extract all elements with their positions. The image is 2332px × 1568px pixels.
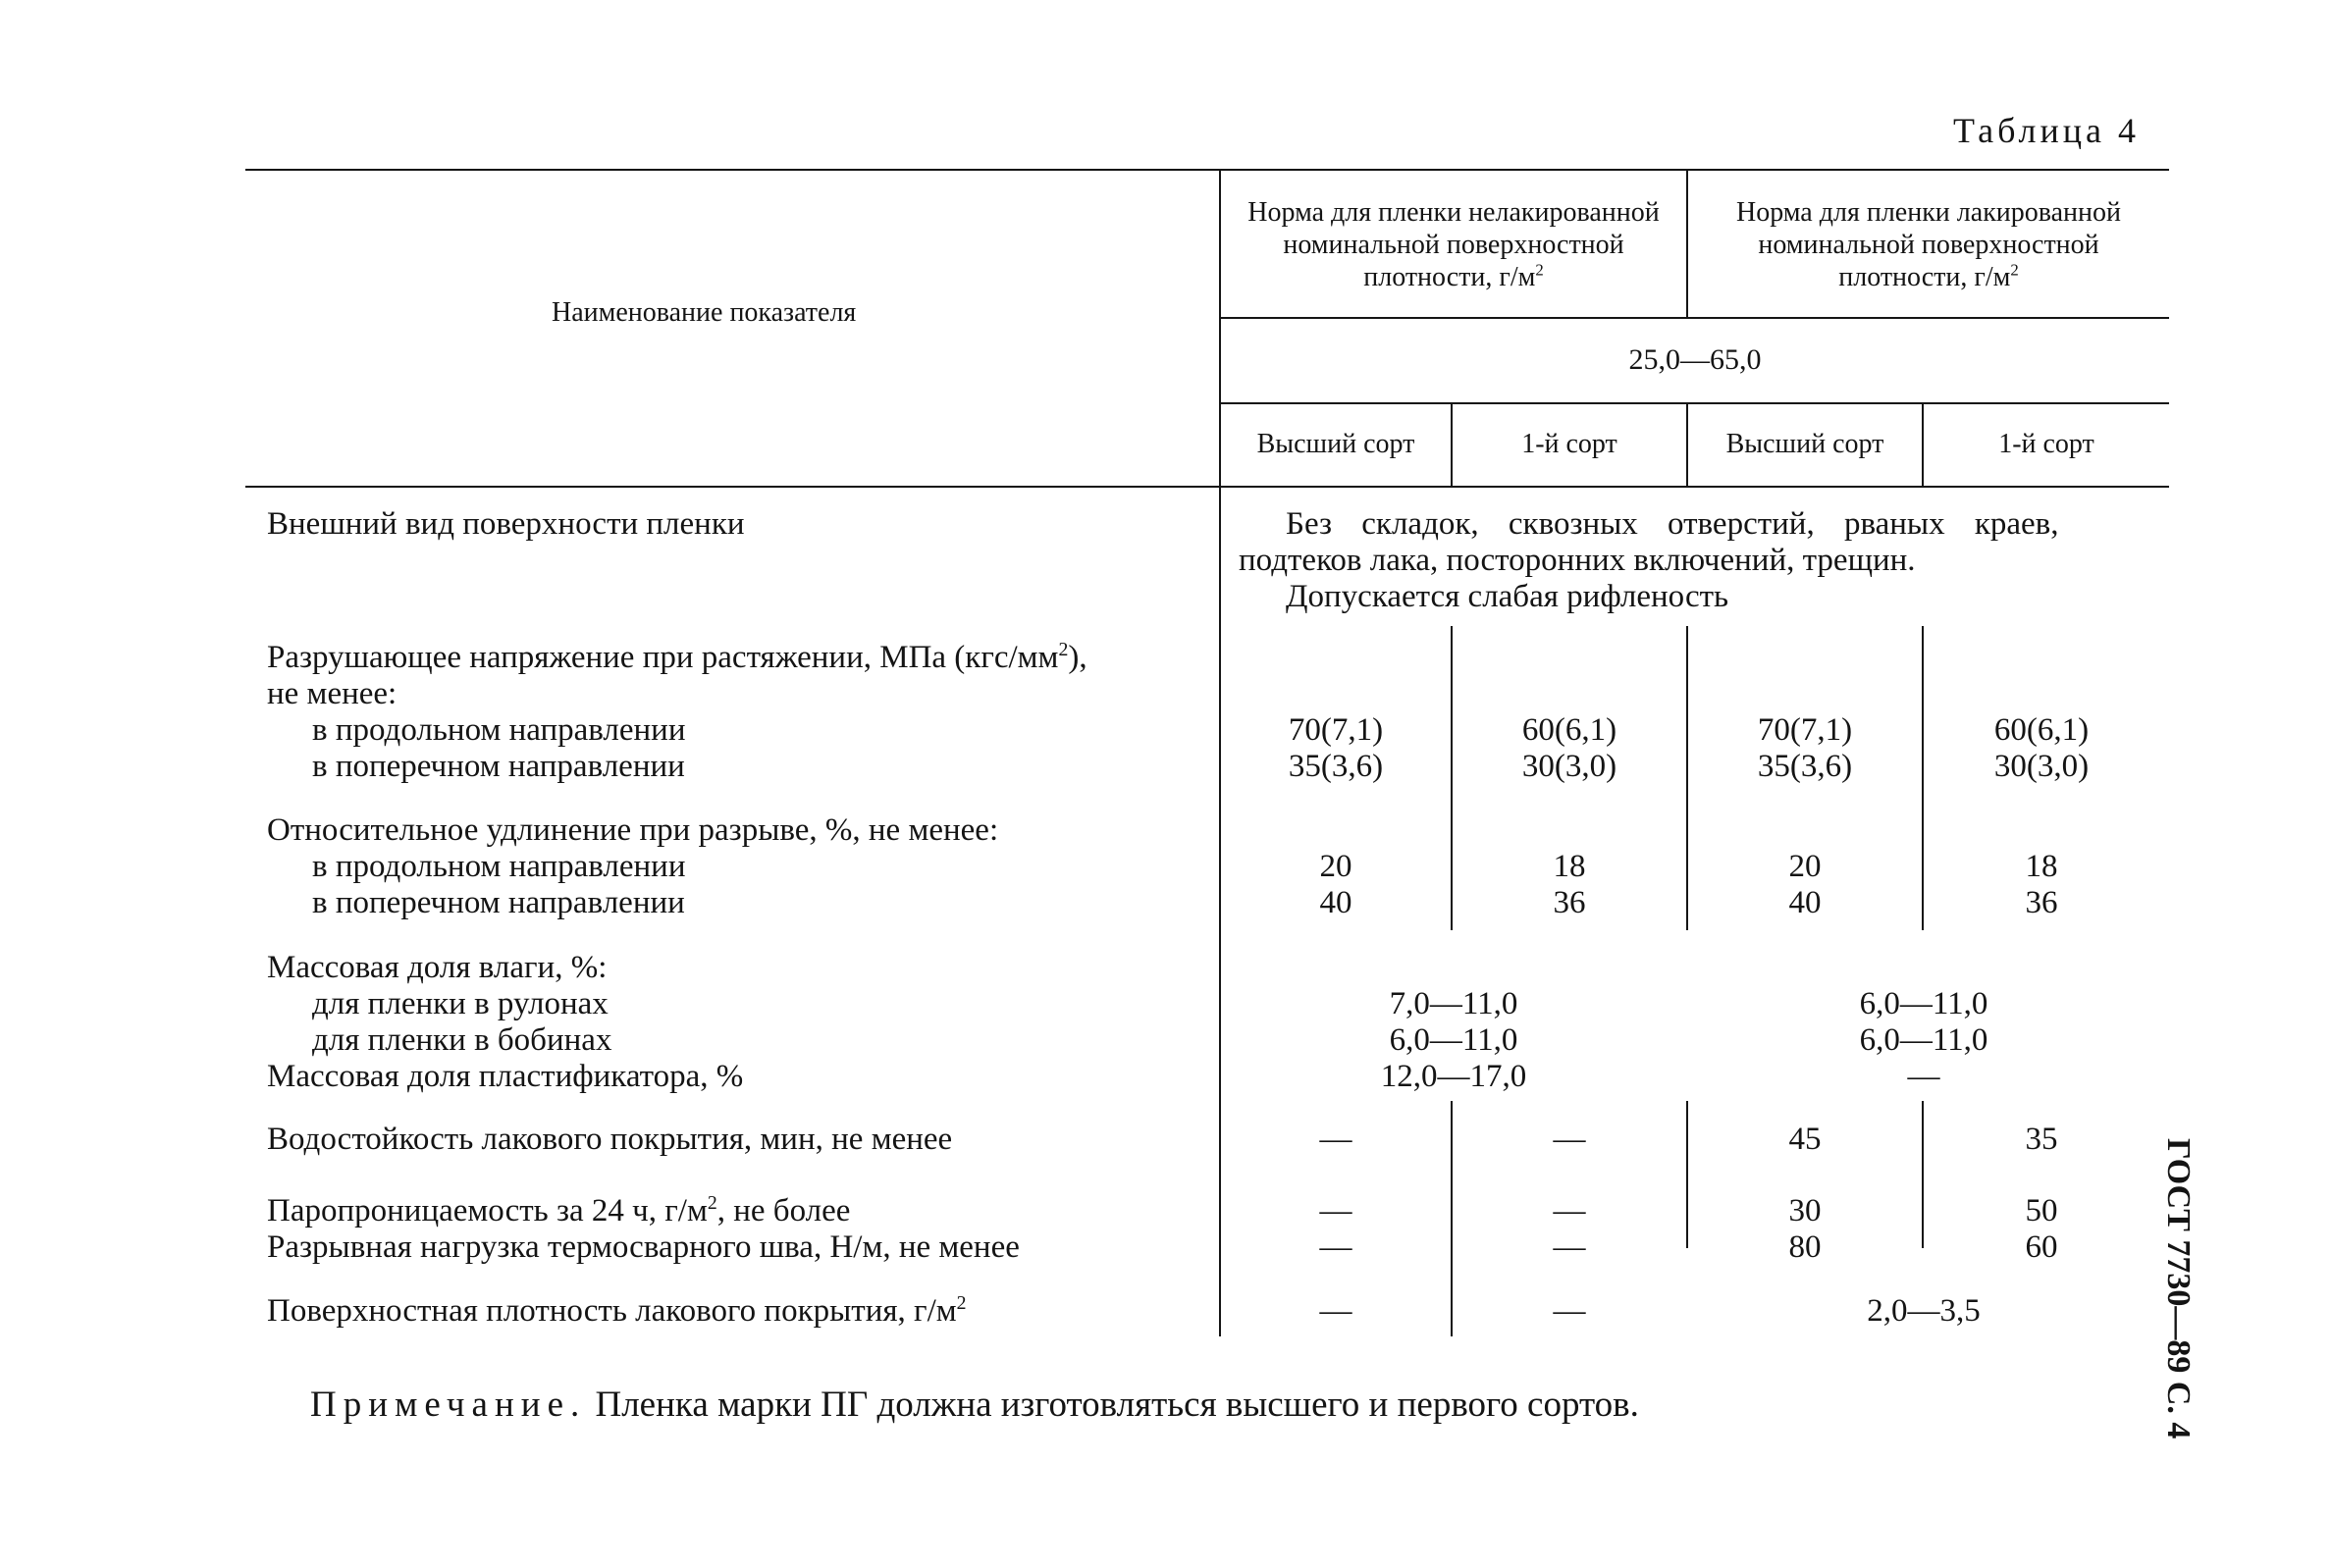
seam-4: 60 [2025, 1229, 2058, 1265]
tensile-trans-3: 35(3,6) [1757, 749, 1853, 784]
water-resistance-4: 35 [2025, 1122, 2058, 1157]
row-seam-label: Разрывная нагрузка термосварного шва, Н/м, не менее [267, 1229, 1020, 1265]
row-tensile-label-line2: не менее: [267, 676, 398, 711]
header-sup-1: 2 [1535, 260, 1544, 280]
elong-long-1: 20 [1319, 849, 1352, 884]
moisture-rolls-unlacquered: 7,0—11,0 [1389, 986, 1518, 1021]
note [310, 1384, 1639, 1426]
header-norm-unlacquered [1227, 196, 1680, 293]
row-vapor-label [267, 1193, 850, 1229]
row-tensile-sub1: в продольном направлении [312, 712, 686, 748]
elong-trans-4: 36 [2025, 885, 2058, 920]
tensile-trans-1: 35(3,6) [1288, 749, 1384, 784]
header-indicator: Наименование показателя [552, 297, 857, 328]
coating-density-lacquered: 2,0—3,5 [1867, 1293, 1981, 1329]
row-moisture-label: Массовая доля влаги, %: [267, 950, 608, 985]
water-resistance-2: — [1553, 1122, 1586, 1157]
row-appearance-value-1: Без складок, сквозных отверстий, рваных краев, [1286, 506, 2059, 542]
header-sup-2: 2 [2010, 260, 2019, 280]
row-plasticizer-label: Массовая доля пластификатора, % [267, 1059, 744, 1094]
plasticizer-lacquered: — [1907, 1059, 1940, 1094]
vapor-3: 30 [1788, 1193, 1822, 1228]
row-vapor-label-a: Паропроницаемость за 24 ч, г/м [267, 1193, 708, 1228]
tensile-trans-4: 30(3,0) [1993, 749, 2090, 784]
header-norm-lacquered-text: Норма для пленки лакированной номинальной поверхностной плотности, г/м [1735, 197, 2122, 292]
elong-trans-3: 40 [1788, 885, 1822, 920]
header-density-range: 25,0—65,0 [1628, 343, 1762, 376]
tensile-long-1: 70(7,1) [1288, 712, 1384, 748]
row-tensile-label-a: Разрушающее напряжение при растяжении, МПа (кгс/мм [267, 640, 1059, 675]
tensile-trans-2: 30(3,0) [1521, 749, 1617, 784]
header-grade-top-2: Высший сорт [1725, 429, 1884, 459]
row-coating-density-sup: 2 [956, 1292, 967, 1314]
moisture-rolls-lacquered: 6,0—11,0 [1859, 986, 1988, 1021]
row-elongation-label: Относительное удлинение при разрыве, %, не менее: [267, 812, 999, 848]
tensile-long-3: 70(7,1) [1757, 712, 1853, 748]
row-vapor-label-b: , не более [716, 1193, 851, 1228]
seam-2: — [1553, 1229, 1586, 1265]
tensile-long-4: 60(6,1) [1993, 712, 2090, 748]
water-resistance-3: 45 [1788, 1122, 1822, 1157]
header-divider-mid [1686, 169, 1688, 317]
header-grade-first-2: 1-й сорт [1998, 429, 2094, 459]
row-tensile-label-b: ), [1068, 640, 1087, 675]
row-coating-density-text: Поверхностная плотность лакового покрытия, г/м [267, 1293, 957, 1329]
row-tensile-sub2: в поперечном направлении [312, 749, 685, 784]
elong-trans-2: 36 [1553, 885, 1586, 920]
row-vapor-sup: 2 [707, 1192, 717, 1214]
coating-density-2: — [1553, 1293, 1586, 1329]
seam-1: — [1319, 1229, 1352, 1265]
row-moisture-sub1: для пленки в рулонах [312, 986, 609, 1021]
moisture-bobbins-lacquered: 6,0—11,0 [1859, 1022, 1988, 1058]
coating-density-1: — [1319, 1293, 1352, 1329]
note-title: Примечание. [310, 1385, 587, 1425]
row-appearance-value-3: Допускается слабая рифленость [1286, 579, 1729, 614]
header-norm-lacquered [1696, 196, 2161, 293]
row-appearance-value-2: подтеков лака, посторонних включений, трещин. [1239, 543, 1916, 578]
header-norm-unlacquered-text: Норма для пленки нелакированной номинальной поверхностной плотности, г/м [1247, 197, 1660, 292]
seam-3: 80 [1788, 1229, 1822, 1265]
row-tensile-sup: 2 [1058, 639, 1069, 660]
elong-trans-1: 40 [1319, 885, 1352, 920]
row-elongation-sub2: в поперечном направлении [312, 885, 685, 920]
moisture-bobbins-unlacquered: 6,0—11,0 [1389, 1022, 1518, 1058]
table-caption: Таблица 4 [1953, 111, 2140, 150]
elong-long-3: 20 [1788, 849, 1822, 884]
vapor-1: — [1319, 1193, 1352, 1228]
row-elongation-sub1: в продольном направлении [312, 849, 686, 884]
header-subrule-2 [1219, 402, 2169, 404]
row-water-resistance-label: Водостойкость лакового покрытия, мин, не менее [267, 1122, 953, 1157]
header-subrule-1 [1219, 317, 2169, 319]
header-grade-first-1: 1-й сорт [1521, 429, 1617, 459]
row-coating-density-label [267, 1293, 967, 1330]
plasticizer-unlacquered: 12,0—17,0 [1380, 1059, 1527, 1094]
vapor-4: 50 [2025, 1193, 2058, 1228]
row-tensile-label [267, 640, 1087, 676]
header-grade-top-1: Высший сорт [1256, 429, 1415, 459]
note-text: Пленка марки ПГ должна изготовляться высшего и первого сортов. [595, 1385, 1639, 1425]
tensile-long-2: 60(6,1) [1521, 712, 1617, 748]
water-resistance-1: — [1319, 1122, 1352, 1157]
side-standard-label: ГОСТ 7730—89 С. 4 [2160, 1138, 2197, 1439]
elong-long-2: 18 [1553, 849, 1586, 884]
row-appearance-label: Внешний вид поверхности пленки [267, 506, 745, 542]
table-top-rule [245, 169, 2169, 171]
header-bottom-rule [245, 486, 2169, 488]
vapor-2: — [1553, 1193, 1586, 1228]
elong-long-4: 18 [2025, 849, 2058, 884]
row-moisture-sub2: для пленки в бобинах [312, 1022, 612, 1058]
